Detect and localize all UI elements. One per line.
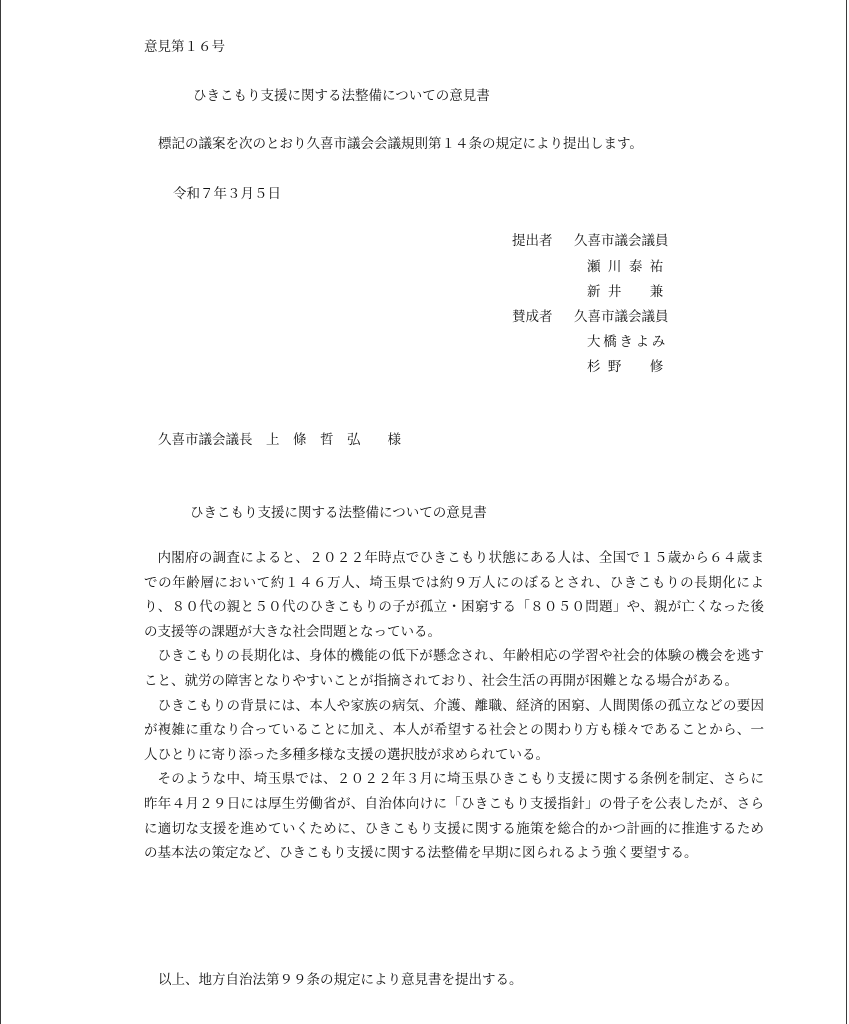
submitters-block <box>512 233 812 383</box>
document-number: 意見第１６号 <box>144 39 225 55</box>
supporter-name: 大橋きよみ <box>587 334 668 350</box>
document-title: ひきこもり支援に関する法整備についての意見書 <box>193 88 490 104</box>
submitter-name: 新井 兼 <box>587 284 671 300</box>
submitter-affiliation: 久喜市議会議員 <box>574 233 669 249</box>
supporter-role: 賛成者 <box>512 309 553 325</box>
body-paragraph: ひきこもりの長期化は、身体的機能の低下が懸念され、年齢相応の学習や社会的体験の機会を逃すこと、就労の障害となりやすいことが指摘されており、社会生活の再開が困難となる場合がある。 <box>144 648 764 689</box>
addressee: 久喜市議会議長 上 條 哲 弘 様 <box>158 432 401 448</box>
supporter-affiliation: 久喜市議会議員 <box>574 309 669 325</box>
body-paragraph: 内閣府の調査によると、２０２２年時点でひきこもり状態にある人は、全国で１５歳から６４歳までの年齢層において約１４６万人、埼玉県では約９万人にのぼるとされ、ひきこもりの長期化により、８０代の親と５０代のひきこもりの子が孤立・困窮する「８０５０問題」や、親が亡くなった後の支援等の課題が大きな社会問題となっている。 <box>144 550 764 640</box>
submission-date: 令和７年３月５日 <box>173 186 281 202</box>
closing-statement: 以上、地方自治法第９９条の規定により意見書を提出する。 <box>158 972 523 988</box>
intro-statement: 標記の議案を次のとおり久喜市議会会議規則第１４条の規定により提出します。 <box>158 136 643 152</box>
body-text <box>144 546 764 866</box>
submitter-role: 提出者 <box>512 233 553 249</box>
body-title: ひきこもり支援に関する法整備についての意見書 <box>190 505 487 521</box>
supporter-name: 杉野 修 <box>587 359 671 375</box>
submitter-name: 瀬川泰祐 <box>587 259 671 275</box>
body-paragraph: ひきこもりの背景には、本人や家族の病気、介護、離職、経済的困窮、人間関係の孤立などの要因が複雑に重なり合っていることに加え、本人が希望する社会との関わり方も様々であることから、一人ひとりに寄り添った多種多様な支援の選択肢が求められている。 <box>144 697 764 763</box>
body-paragraph: そのような中、埼玉県では、２０２２年３月に埼玉県ひきこもり支援に関する条例を制定、さらに昨年４月２９日には厚生労働省が、自治体向けに「ひきこもり支援指針」の骨子を公表したが、さらに適切な支援を進めていくために、ひきこもり支援に関する施策を総合的かつ計画的に推進するための基本法の策定など、ひきこもり支援に関する法整備を早期に図られるよう強く要望する。 <box>144 771 764 862</box>
